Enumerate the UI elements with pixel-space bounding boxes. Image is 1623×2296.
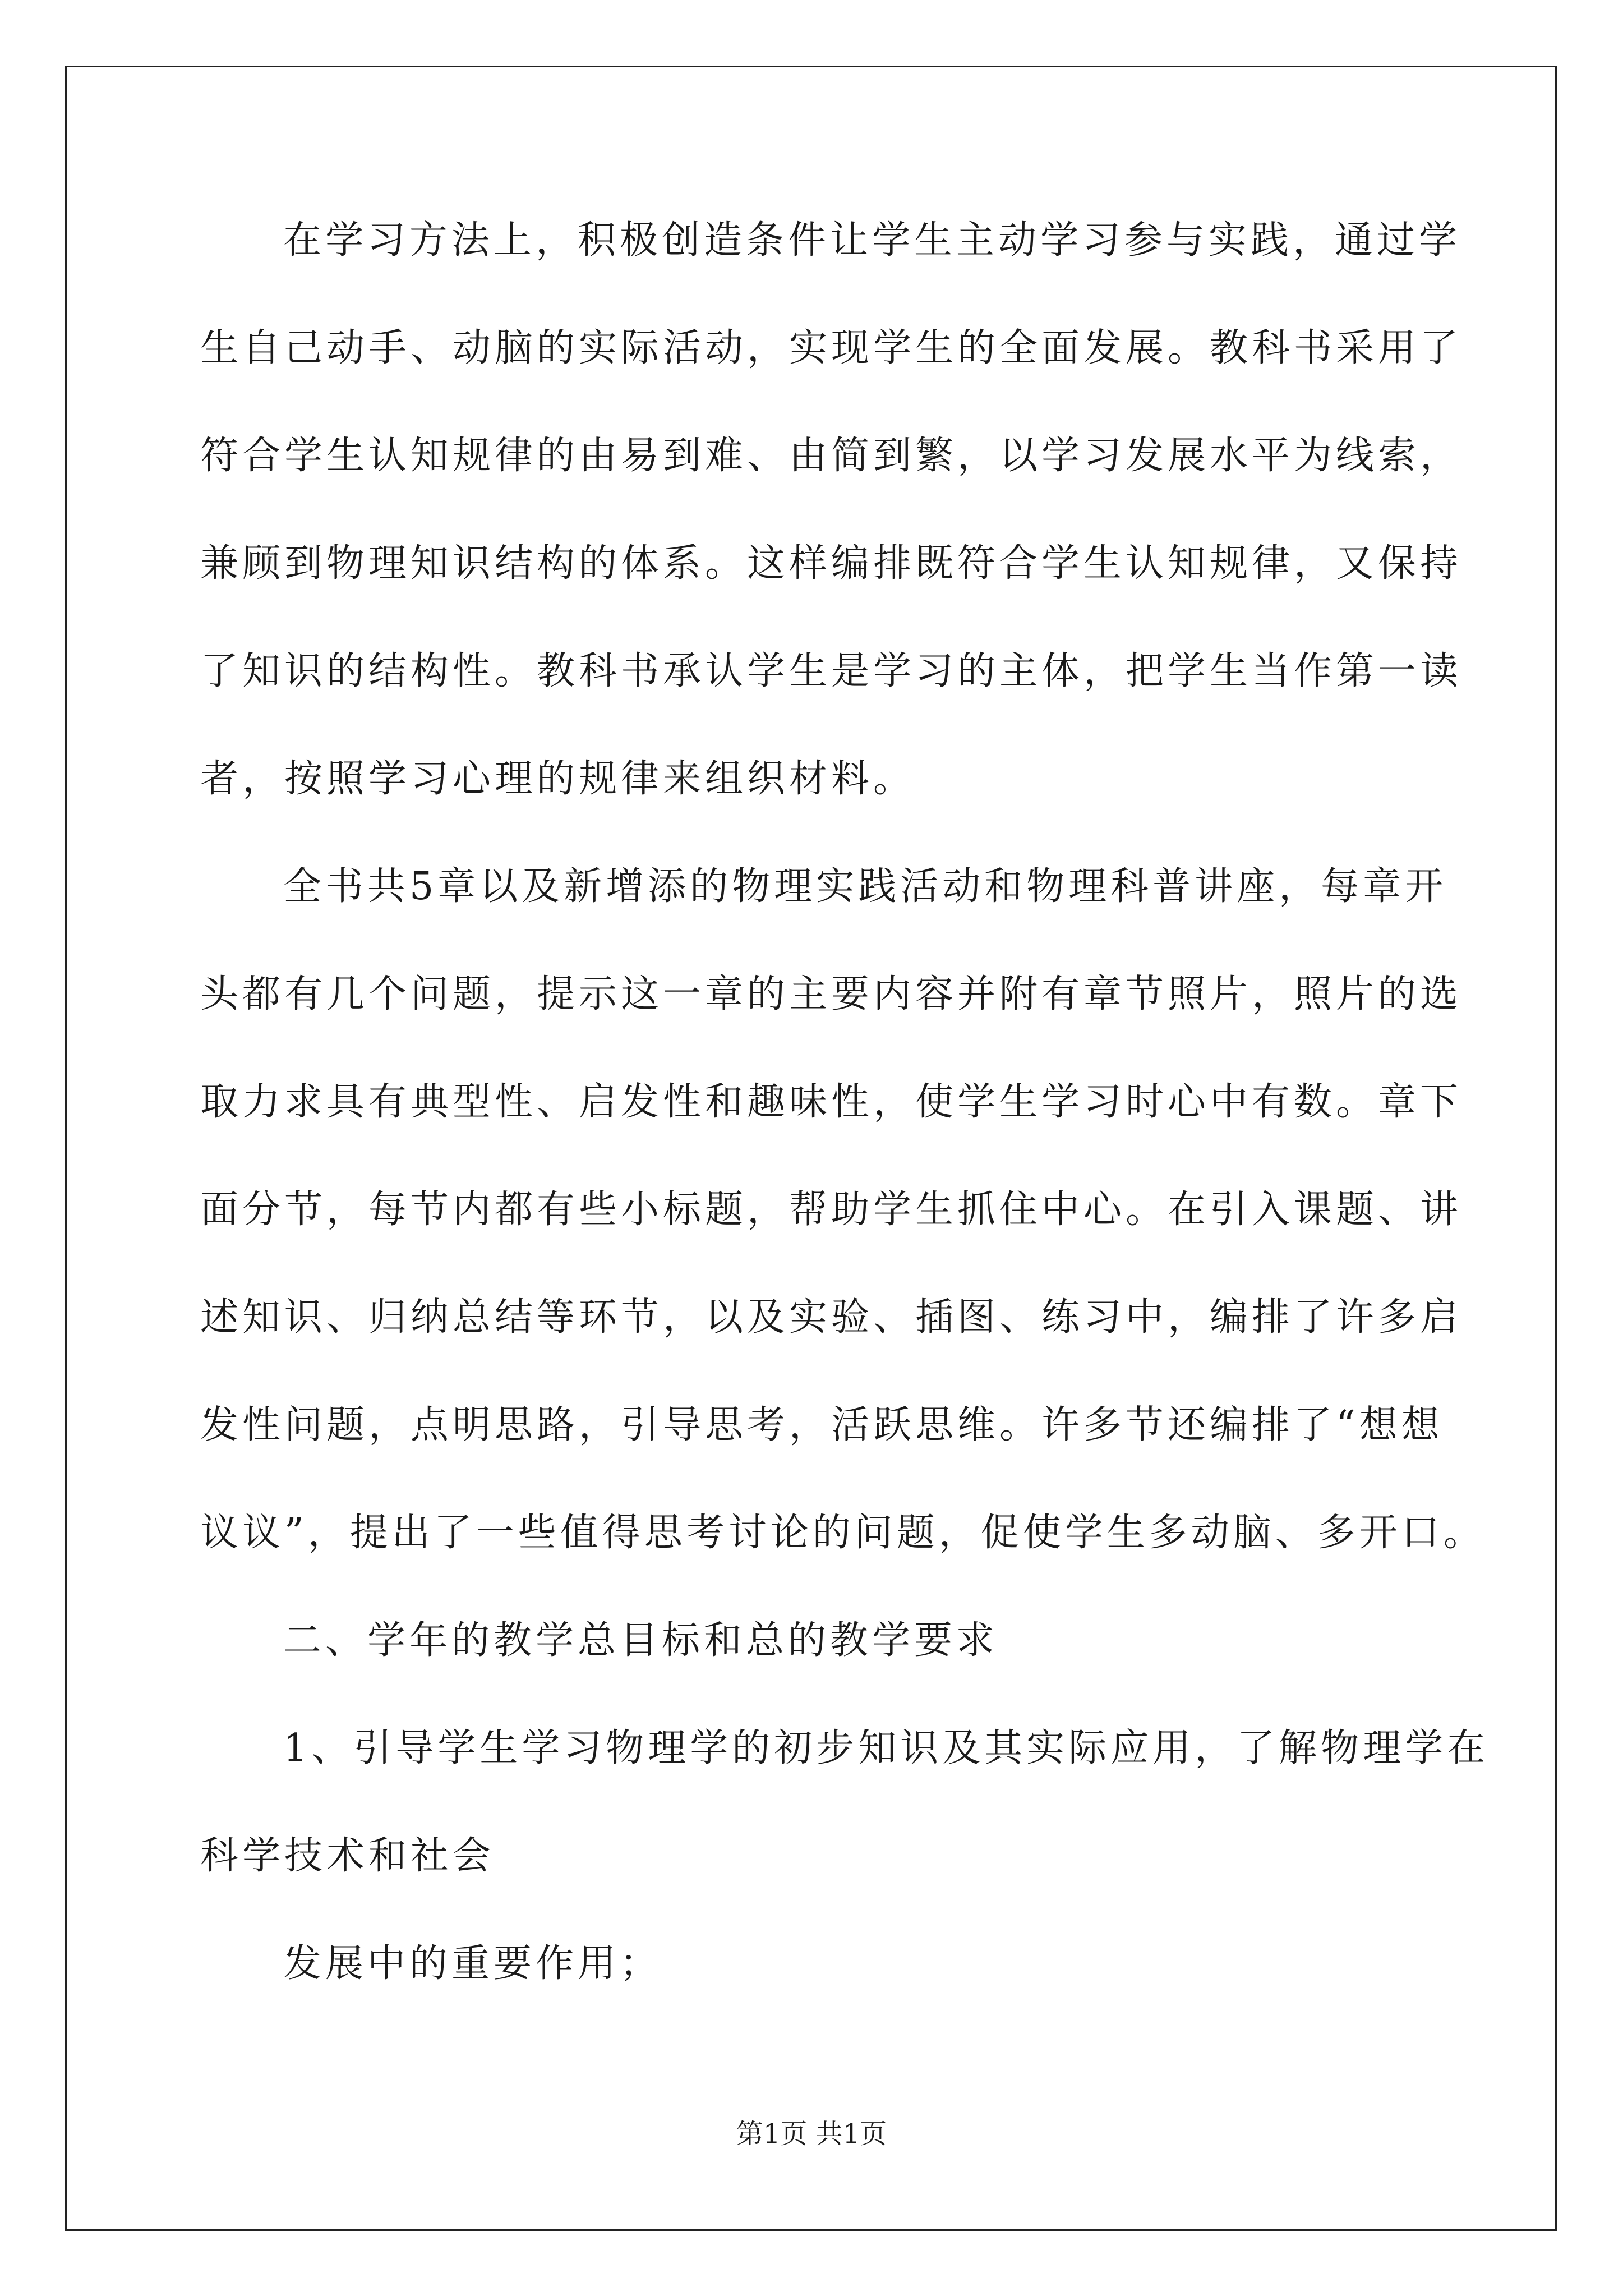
text-line: 发展中的重要作用； [283, 1941, 662, 1986]
text-line: 议议”，提出了一些值得思考讨论的问题，促使学生多动脑、多开口。 [200, 1511, 1486, 1555]
text-line: 兼顾到物理知识结构的体系。这样编排既符合学生认知规律，又保持 [200, 541, 1463, 586]
section-heading: 二、学年的教学总目标和总的教学要求 [283, 1618, 999, 1663]
text-line: 取力求具有典型性、启发性和趣味性，使学生学习时心中有数。章下 [200, 1080, 1463, 1124]
page-number-footer: 第1页 共1页 [736, 2118, 887, 2150]
text-line: 发性问题，点明思路，引导思考，活跃思维。许多节还编排了“想想 [200, 1403, 1444, 1447]
text-line: 头都有几个问题，提示这一章的主要内容并附有章节照片，照片的选 [200, 972, 1463, 1016]
text-line: 在学习方法上，积极创造条件让学生主动学习参与实践，通过学 [283, 218, 1461, 263]
text-line: 全书共5章以及新增添的物理实践活动和物理科普讲座，每章开 [283, 864, 1447, 909]
text-line: 符合学生认知规律的由易到难、由简到繁，以学习发展水平为线索， [200, 434, 1463, 478]
text-line: 者，按照学习心理的规律来组织材料。 [200, 757, 916, 801]
text-line: 述知识、归纳总结等环节，以及实验、插图、练习中，编排了许多启 [200, 1295, 1463, 1340]
text-line: 了知识的结构性。教科书承认学生是学习的主体，把学生当作第一读 [200, 649, 1463, 693]
text-line: 1、引导学生学习物理学的初步知识及其实际应用，了解物理学在 [283, 1726, 1490, 1770]
text-line: 生自己动手、动脑的实际活动，实现学生的全面发展。教科书采用了 [200, 326, 1463, 370]
text-line: 面分节，每节内都有些小标题，帮助学生抓住中心。在引入课题、讲 [200, 1188, 1463, 1232]
text-line: 科学技术和社会 [200, 1834, 495, 1878]
page-border [65, 66, 1557, 2231]
